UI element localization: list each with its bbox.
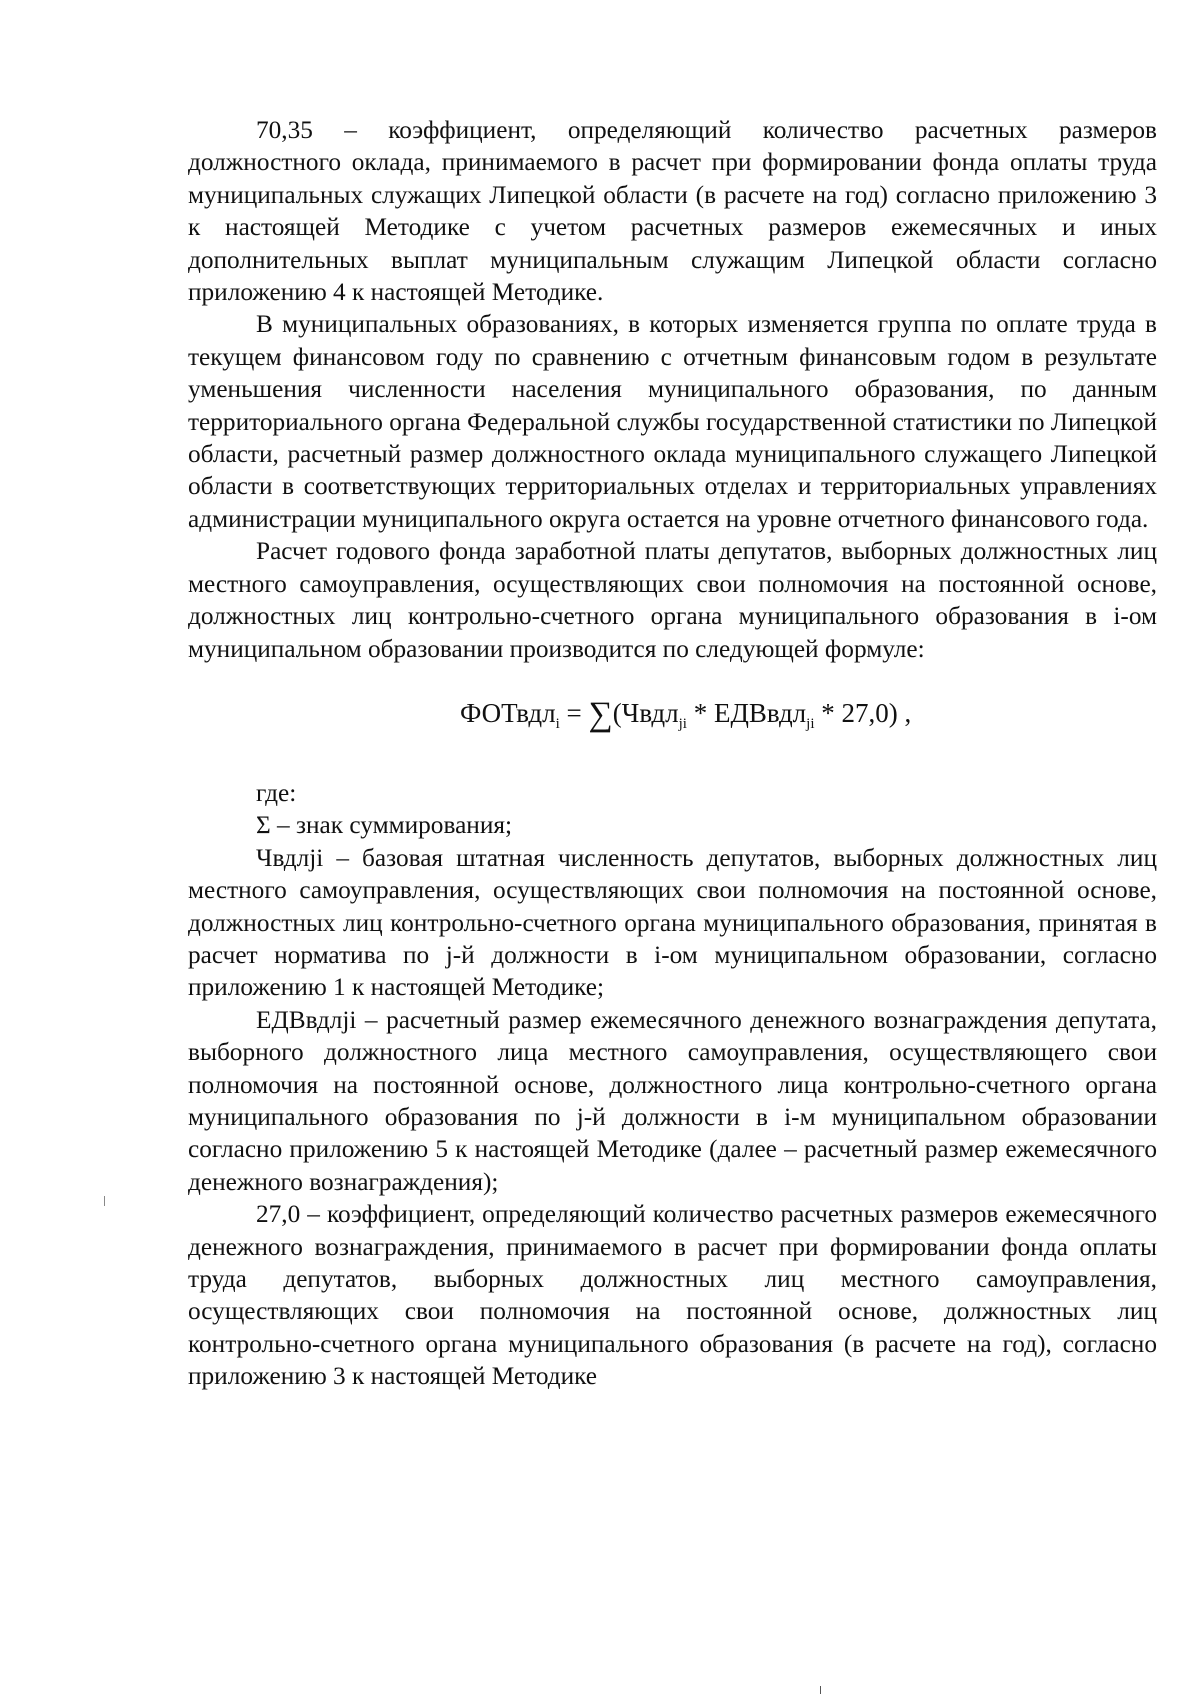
formula-trailing-comma: , — [897, 697, 912, 728]
where-label: где: — [256, 778, 297, 807]
definition-sigma: Σ – знак суммирования; — [256, 811, 513, 840]
scan-bottom-mark — [820, 1686, 821, 1694]
formula-close-paren: ) — [888, 697, 898, 728]
formula-coefficient: 27,0 — [841, 697, 889, 728]
formula-term-ch: Чвдл — [621, 697, 679, 728]
paragraph-group-change: В муниципальных образованиях, в которых изменяется группа по оплате труда в текущем финансовом году по сравнению с отчетным финансовым годом в результате уменьшения численности населения муниципального образования, по данным территориального органа Федеральной службы государственной статистики по Липецкой области, расчетный размер должностного оклада муниципального служащего Липецкой области в соответствующих территориальных отделах и территориальных управлениях администрации муниципального округа остается на уровне отчетного финансового года. — [188, 310, 1158, 533]
formula-lhs-sub: i — [555, 715, 560, 732]
formula-lhs: ФОТвдл — [460, 697, 556, 728]
formula-fot — [188, 677, 1157, 749]
definition-edvvdl: ЕДВвдлji – расчетный размер ежемесячного денежного вознаграждения депутата, выборного должностного лица местного самоуправления, осуществляющего свои полномочия на постоянной основе, должностного лица контрольно-счетного органа муниципального образования по j-й должности в i-м муниципальном образовании согласно приложению 5 к настоящей Методике (далее – расчетный размер ежемесячного денежного вознаграждения); — [188, 1005, 1157, 1196]
formula-open-paren: ( — [612, 697, 622, 728]
formula-equals: = — [559, 697, 589, 728]
formula-sum-sign: ∑ — [588, 695, 613, 733]
paragraph-coefficient-70-35: 70,35 – коэффициент, определяющий количество расчетных размеров должностного оклада, принимаемого в расчет при формировании фонда оплаты труда муниципальных служащих Липецкой области (в расчете на год) согласно приложению 3 к настоящей Методике с учетом расчетных размеров ежемесячных и иных дополнительных выплат муниципальным служащим Липецкой области согласно приложению 4 к настоящей Методике. — [188, 116, 1157, 307]
formula-mul-1: * — [686, 697, 714, 728]
document-page — [188, 114, 1157, 1393]
paragraph-annual-fund-intro: Расчет годового фонда заработной платы депутатов, выборных должностных лиц местного самоуправления, осуществляющих свои полномочия на постоянной основе, должностных лиц контрольно-счетного органа муниципального образования в i-ом муниципальном образовании производится по следующей формуле: — [188, 537, 1157, 663]
formula-expression — [460, 677, 911, 760]
formula-mul-2: * — [814, 697, 842, 728]
formula-term-ch-sub: ji — [678, 715, 687, 732]
definition-chvdl: Чвдлji – базовая штатная численность депутатов, выборных должностных лиц местного самоуправления, осуществляющих свои полномочия на постоянной основе, должностных лиц контрольно-счетного органа муниципального образования, принятая в расчет норматива по j-й должности в i-ом муниципальном образовании, согласно приложению 1 к настоящей Методике; — [188, 843, 1157, 1002]
formula-term-edv-sub: ji — [806, 715, 815, 732]
formula-term-edv: ЕДВвдл — [713, 697, 807, 728]
scan-margin-mark — [104, 1196, 105, 1206]
paragraph-coefficient-27-0: 27,0 – коэффициент, определяющий количество расчетных размеров ежемесячного денежного вознаграждения, принимаемого в расчет при формировании фонда оплаты труда депутатов, выборных должностных лиц местного самоуправления, осуществляющих свои полномочия на постоянной основе, должностных лиц контрольно-счетного органа муниципального образования (в расчете на год), согласно приложению 3 к настоящей Методике — [188, 1200, 1157, 1391]
